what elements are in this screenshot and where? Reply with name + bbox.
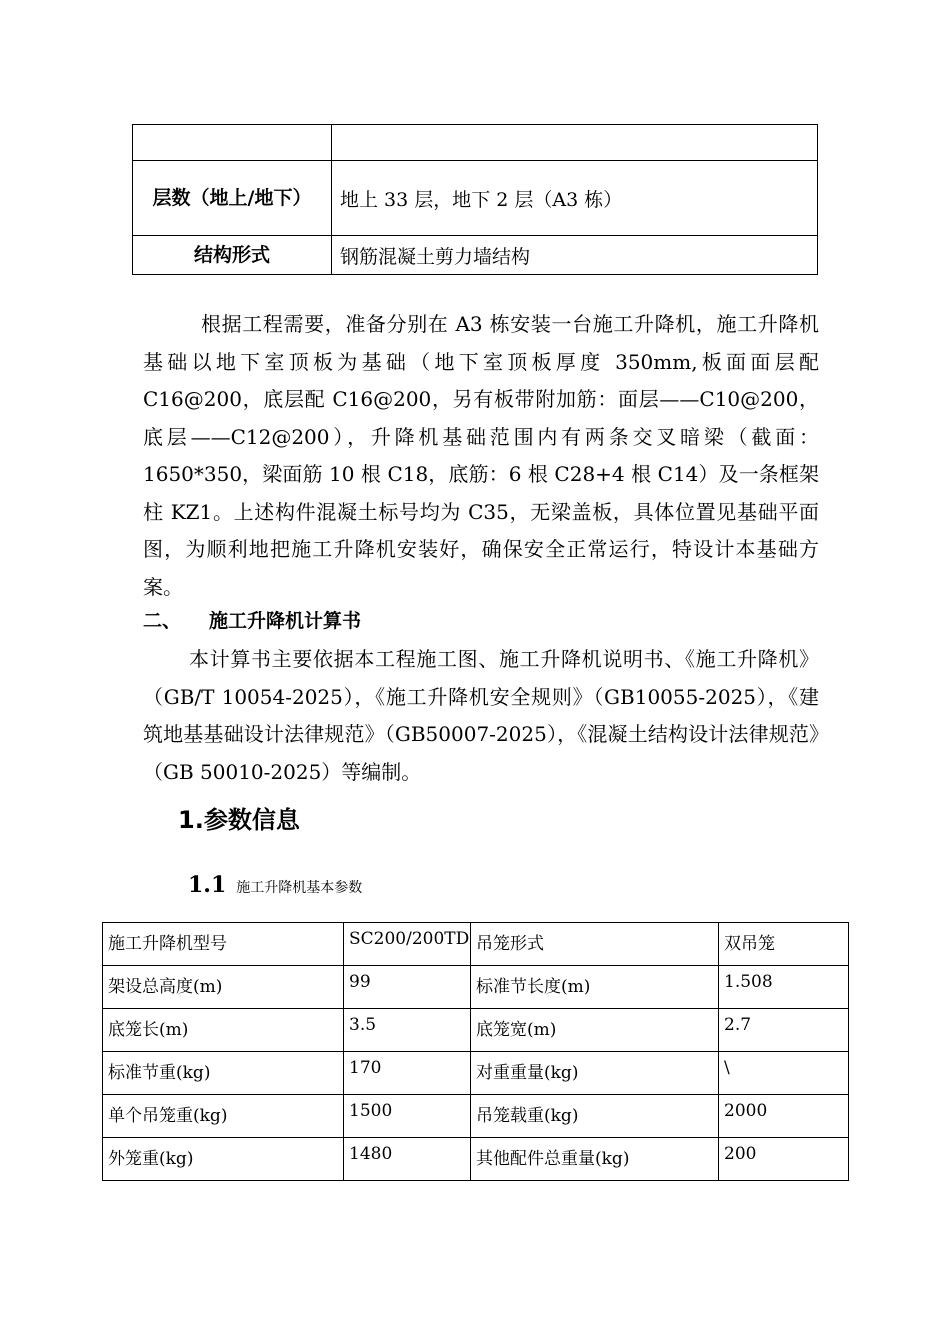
table-cell-value: 钢筋混凝土剪力墙结构 (332, 236, 818, 275)
table-row (133, 236, 818, 275)
param-value-cell: SC200/200TD (344, 923, 471, 966)
param-value-cell: 1.508 (719, 966, 849, 1009)
param-name-cell: 其他配件总重量(kg) (471, 1138, 719, 1181)
param-name-cell: 底笼宽(m) (471, 1009, 719, 1052)
section-heading (143, 606, 361, 636)
param-name-cell: 标准节重(kg) (103, 1052, 344, 1095)
param-name-cell: 单个吊笼重(kg) (103, 1095, 344, 1138)
param-name-cell: 吊笼载重(kg) (471, 1095, 719, 1138)
param-name-cell: 施工升降机型号 (103, 923, 344, 966)
param-name-cell: 底笼长(m) (103, 1009, 344, 1052)
table-cell-label: 结构形式 (133, 236, 332, 275)
section-number: 二、 (143, 610, 182, 632)
table-row (103, 1009, 849, 1052)
param-name-cell: 外笼重(kg) (103, 1138, 344, 1181)
param-value-cell: 2.7 (719, 1009, 849, 1052)
param-value-cell: 双吊笼 (719, 923, 849, 966)
param-name-cell: 架设总高度(m) (103, 966, 344, 1009)
table-row (103, 1138, 849, 1181)
table-row (103, 1095, 849, 1138)
table-cell-value (332, 125, 818, 161)
table-row (103, 966, 849, 1009)
table-cell-label: 层数（地上/地下） (133, 161, 332, 236)
param-value-cell: 170 (344, 1052, 471, 1095)
table-row (133, 161, 818, 236)
param-name-cell: 标准节长度(m) (471, 966, 719, 1009)
param-value-cell: 3.5 (344, 1009, 471, 1052)
table-row (103, 1052, 849, 1095)
param-value-cell: 1480 (344, 1138, 471, 1181)
subheading-number: 1.1 (188, 872, 227, 898)
table-row (133, 125, 818, 161)
project-info-table (132, 124, 818, 275)
param-name-cell: 吊笼形式 (471, 923, 719, 966)
param-name-cell: 对重重量(kg) (471, 1052, 719, 1095)
param-value-cell: 1500 (344, 1095, 471, 1138)
parameter-table (102, 922, 849, 1181)
body-paragraph: 本计算书主要依据本工程施工图、施工升降机说明书、《施工升降机》（GB/T 10054-2025），《施工升降机安全规则》（GB10055-2025），《建筑地基基础设计法律规范》（GB50007-2025），《混凝土结构设计法律规范》（GB 50010-2025）等编制。 (143, 647, 819, 784)
subheading (188, 870, 362, 903)
heading-parameter-info: 1.参数信息 (178, 806, 300, 834)
table-cell-value: 地上 33 层，地下 2 层（A3 栋） (332, 161, 818, 236)
section-title: 施工升降机计算书 (209, 610, 362, 632)
body-paragraph: 根据工程需要，准备分别在 A3 栋安装一台施工升降机，施工升降机基础以地下室顶板为基础（地下室顶板厚度 350mm,板面面层配 C16@200，底层配 C16@200，另有板带附加筋：面层——C10@200，底层——C12@200），升降机基础范围内有两条交叉暗梁（截面：1650*350，梁面筋 10 根 C18，底筋：6 根 C28+4 根 C14）及一条框架柱 KZ1。上述构件混凝土标号均为 C35，无梁盖板，具体位置见基础平面图，为顺利地把施工升降机安装好，确保安全正常运行，特设计本基础方案。 (143, 312, 819, 599)
param-value-cell: \ (719, 1052, 849, 1095)
table-cell-label (133, 125, 332, 161)
param-value-cell: 99 (344, 966, 471, 1009)
param-value-cell: 2000 (719, 1095, 849, 1138)
subheading-title: 施工升降机基本参数 (236, 880, 363, 896)
table-row (103, 923, 849, 966)
param-value-cell: 200 (719, 1138, 849, 1181)
